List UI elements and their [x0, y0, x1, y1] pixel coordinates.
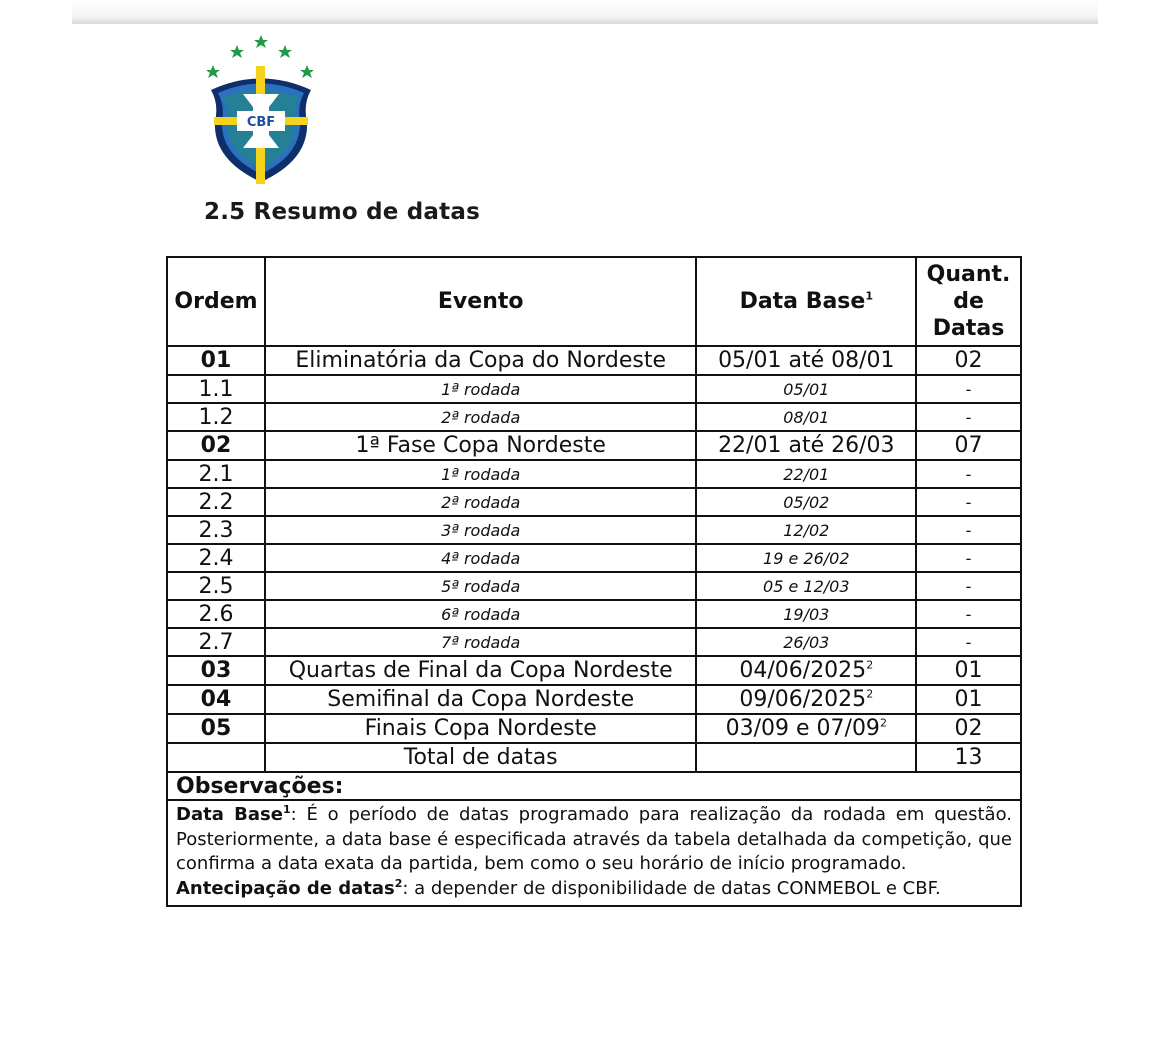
data-base-cell [696, 544, 916, 572]
table-row-stage [167, 656, 1021, 685]
header-quant-line: de [953, 289, 984, 314]
ordem-cell: 1.1 [167, 375, 265, 403]
quant-cell: - [916, 572, 1021, 600]
observations-body-row [167, 800, 1021, 906]
evento-cell: 1ª Fase Copa Nordeste [265, 431, 697, 460]
evento-cell: 1ª rodada [265, 375, 697, 403]
ordem-cell: 02 [167, 431, 265, 460]
data-base-value: 05/02 [783, 492, 830, 512]
data-base-cell [696, 346, 916, 375]
data-base-cell [696, 516, 916, 544]
evento-cell: 5ª rodada [265, 572, 697, 600]
quant-cell: - [916, 600, 1021, 628]
star-icon [278, 45, 292, 58]
data-base-cell [696, 572, 916, 600]
evento-cell: 2ª rodada [265, 403, 697, 431]
table-row-round [167, 460, 1021, 488]
star-icon [230, 45, 244, 58]
evento-cell: 1ª rodada [265, 460, 697, 488]
quant-cell: - [916, 375, 1021, 403]
star-icon [300, 65, 314, 78]
section-title: 2.5 Resumo de datas [204, 199, 480, 225]
data-base-value: 19/03 [783, 604, 830, 624]
table-row-round [167, 600, 1021, 628]
table-header-row [167, 257, 1021, 346]
data-base-value: 05/01 até 08/01 [718, 348, 895, 373]
evento-cell: Finais Copa Nordeste [265, 714, 697, 743]
data-base-value: 19 e 26/02 [763, 548, 850, 568]
evento-cell: Eliminatória da Copa do Nordeste [265, 346, 697, 375]
star-icon [206, 65, 220, 78]
quant-cell: 07 [916, 431, 1021, 460]
data-base-value: 22/01 até 26/03 [718, 433, 895, 458]
footnote-marker: 2 [866, 658, 874, 672]
footnote-marker: 2 [394, 876, 403, 890]
evento-cell: Quartas de Final da Copa Nordeste [265, 656, 697, 685]
header-quant [916, 257, 1021, 346]
quant-cell: - [916, 516, 1021, 544]
observations-title: Observações: [167, 772, 1021, 800]
quant-cell: 02 [916, 346, 1021, 375]
evento-cell: 2ª rodada [265, 488, 697, 516]
evento-cell: 6ª rodada [265, 600, 697, 628]
total-data-base-cell [696, 743, 916, 772]
total-quant: 13 [916, 743, 1021, 772]
table-body [167, 346, 1021, 743]
data-base-value: 12/02 [783, 520, 830, 540]
dates-summary-table [166, 256, 1022, 907]
evento-cell: Semifinal da Copa Nordeste [265, 685, 697, 714]
table-row-stage [167, 714, 1021, 743]
ordem-cell: 2.6 [167, 600, 265, 628]
evento-cell: 4ª rodada [265, 544, 697, 572]
page-top-shadow [72, 0, 1098, 24]
data-base-value: 26/03 [783, 632, 830, 652]
data-base-value: 04/06/2025 [739, 658, 867, 683]
footnote-marker: 1 [865, 289, 873, 303]
ordem-cell: 2.3 [167, 516, 265, 544]
data-base-cell [696, 628, 916, 656]
table-row-round [167, 403, 1021, 431]
ordem-cell: 04 [167, 685, 265, 714]
data-base-value: 22/01 [783, 464, 830, 484]
footnote-marker: 2 [879, 716, 887, 730]
footnote-marker: 1 [282, 803, 291, 816]
observations-body [167, 800, 1021, 906]
total-ordem-cell [167, 743, 265, 772]
obs-antecipacao-text: : a depender de disponibilidade de datas CONMEBOL e CBF. [402, 877, 941, 899]
quant-cell: - [916, 488, 1021, 516]
data-base-value: 03/09 e 07/09 [725, 716, 880, 741]
table-row-round [167, 628, 1021, 656]
data-base-cell [696, 685, 916, 714]
total-label: Total de datas [265, 743, 697, 772]
evento-cell: 3ª rodada [265, 516, 697, 544]
header-evento: Evento [265, 257, 697, 346]
ordem-cell: 1.2 [167, 403, 265, 431]
quant-cell: - [916, 403, 1021, 431]
table-row-round [167, 375, 1021, 403]
observations-title-row [167, 772, 1021, 800]
data-base-cell [696, 375, 916, 403]
ordem-cell: 03 [167, 656, 265, 685]
data-base-cell [696, 403, 916, 431]
quant-cell: - [916, 628, 1021, 656]
table-row-stage [167, 346, 1021, 375]
data-base-value: 09/06/2025 [739, 687, 867, 712]
obs-data-base-label: Data Base [176, 804, 283, 825]
obs-data-base-text: : É o período de datas programado para realização da rodada em questão. Posteriormente, a data base é especificada através da tabela detalhada da competição, que confirma a data exata da partida, bem como o seu horário de início programado. [176, 804, 1012, 874]
ordem-cell: 2.2 [167, 488, 265, 516]
obs-antecipacao-label: Antecipação de datas [176, 877, 395, 899]
table-total-row [167, 743, 1021, 772]
data-base-cell [696, 714, 916, 743]
data-base-cell [696, 460, 916, 488]
header-quant-line: Quant. [926, 262, 1011, 287]
table-row-round [167, 572, 1021, 600]
data-base-cell [696, 488, 916, 516]
table-row-stage [167, 685, 1021, 714]
crest-text: CBF [246, 115, 276, 130]
table-row-round [167, 544, 1021, 572]
ordem-cell: 2.4 [167, 544, 265, 572]
data-base-value: 05/01 [783, 379, 830, 399]
table-row-round [167, 488, 1021, 516]
quant-cell: - [916, 544, 1021, 572]
ordem-cell: 05 [167, 714, 265, 743]
quant-cell: 01 [916, 685, 1021, 714]
evento-cell: 7ª rodada [265, 628, 697, 656]
data-base-cell [696, 431, 916, 460]
header-data-base-label: Data Base [739, 289, 866, 314]
star-icon [254, 35, 268, 48]
table-row-round [167, 516, 1021, 544]
ordem-cell: 2.7 [167, 628, 265, 656]
header-data-base [696, 257, 916, 346]
quant-cell: - [916, 460, 1021, 488]
header-quant-line: Datas [932, 316, 1005, 341]
cbf-crest-logo [205, 32, 317, 187]
ordem-cell: 2.5 [167, 572, 265, 600]
data-base-value: 08/01 [783, 407, 830, 427]
data-base-cell [696, 600, 916, 628]
data-base-value: 05 e 12/03 [763, 576, 850, 596]
quant-cell: 02 [916, 714, 1021, 743]
quant-cell: 01 [916, 656, 1021, 685]
table-row-stage [167, 431, 1021, 460]
data-base-cell [696, 656, 916, 685]
ordem-cell: 01 [167, 346, 265, 375]
footnote-marker: 2 [866, 687, 874, 701]
ordem-cell: 2.1 [167, 460, 265, 488]
header-ordem: Ordem [167, 257, 265, 346]
